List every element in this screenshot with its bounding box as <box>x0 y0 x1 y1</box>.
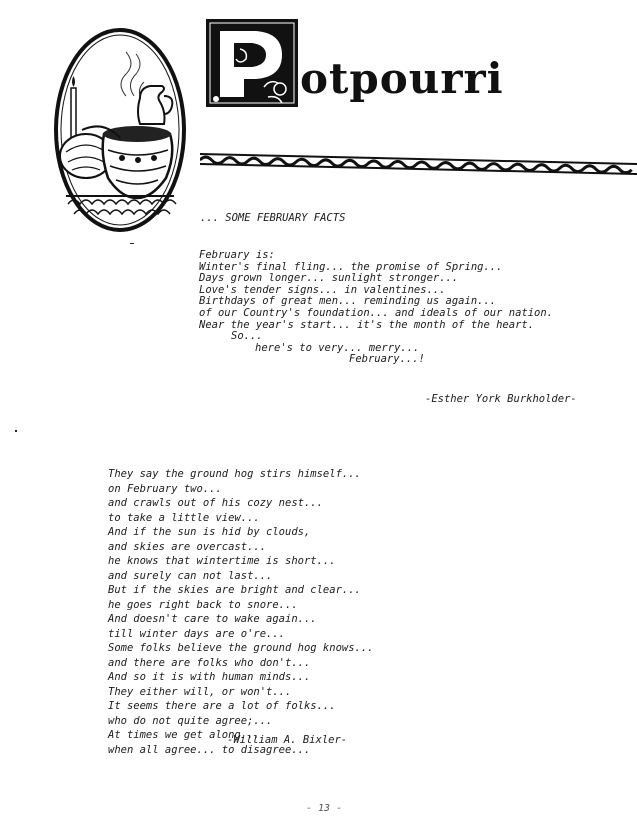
poem-line: when all agree... to disagree... <box>108 743 311 756</box>
poem-line: he goes right back to snore... <box>108 598 298 611</box>
poem-line: And if the sun is hid by clouds, <box>108 526 311 538</box>
page-number: - 13 - <box>306 803 343 814</box>
poem-line: And so it is with human minds... <box>108 671 311 683</box>
poem-line: of our Country's foundation... and ideals of our nation. <box>199 306 554 319</box>
poem-line: and skies are overcast... <box>108 540 267 553</box>
poem-line: to take a little view... <box>108 511 260 524</box>
poem-line: Winter's final fling... the promise of Spring... <box>199 260 503 273</box>
poem-line: on February two... <box>108 482 222 495</box>
poem-line: Birthdays of great men... reminding us again... <box>199 295 497 308</box>
poem-line: They say the ground hog stirs himself... <box>108 468 361 480</box>
masthead-title-rest: otpourri <box>300 54 504 103</box>
poem-line: At times we get along... <box>108 729 260 741</box>
decorative-braid-rule-icon <box>200 150 637 176</box>
poem-line: Love's tender signs... in valentines... <box>199 283 446 296</box>
poem-line: till winter days are o're... <box>108 627 286 640</box>
poem-line: Days grown longer... sunlight stronger... <box>199 272 459 285</box>
poem-line: They either will, or won't... <box>108 685 292 698</box>
poem-ground-hog <box>108 467 374 757</box>
scan-speck <box>130 243 134 244</box>
poem-line: here's to very... merry... <box>255 341 420 354</box>
poem-line: and surely can not last... <box>108 569 273 582</box>
poem-line: and there are folks who don't... <box>108 656 311 669</box>
poem-line: February...! <box>349 353 425 366</box>
poem-line: So... <box>231 330 263 343</box>
poem-line: February is: <box>199 249 275 261</box>
poem-line: It seems there are a lot of folks... <box>108 700 336 712</box>
poem-line: and crawls out of his cozy nest... <box>108 497 323 509</box>
poem-line: Near the year's start... it's the month of the heart. <box>199 318 535 331</box>
scan-speck <box>15 430 17 432</box>
poem-line: But if the skies are bright and clear... <box>108 584 361 596</box>
poem-line: who do not quite agree;... <box>108 714 273 727</box>
poem-line: And doesn't care to wake again... <box>108 613 317 625</box>
poem-february-facts <box>199 250 553 366</box>
section-heading: ... SOME FEBRUARY FACTS <box>200 212 346 224</box>
potpourri-emblem-icon <box>52 26 188 234</box>
poem-line: Some folks believe the ground hog knows... <box>108 642 374 654</box>
poem2-author: -William A. Bixler- <box>227 734 348 746</box>
poem1-author: -Esther York Burkholder- <box>425 393 577 405</box>
poem-line: he knows that wintertime is short... <box>108 555 336 567</box>
ornamental-drop-cap-icon <box>204 17 300 109</box>
